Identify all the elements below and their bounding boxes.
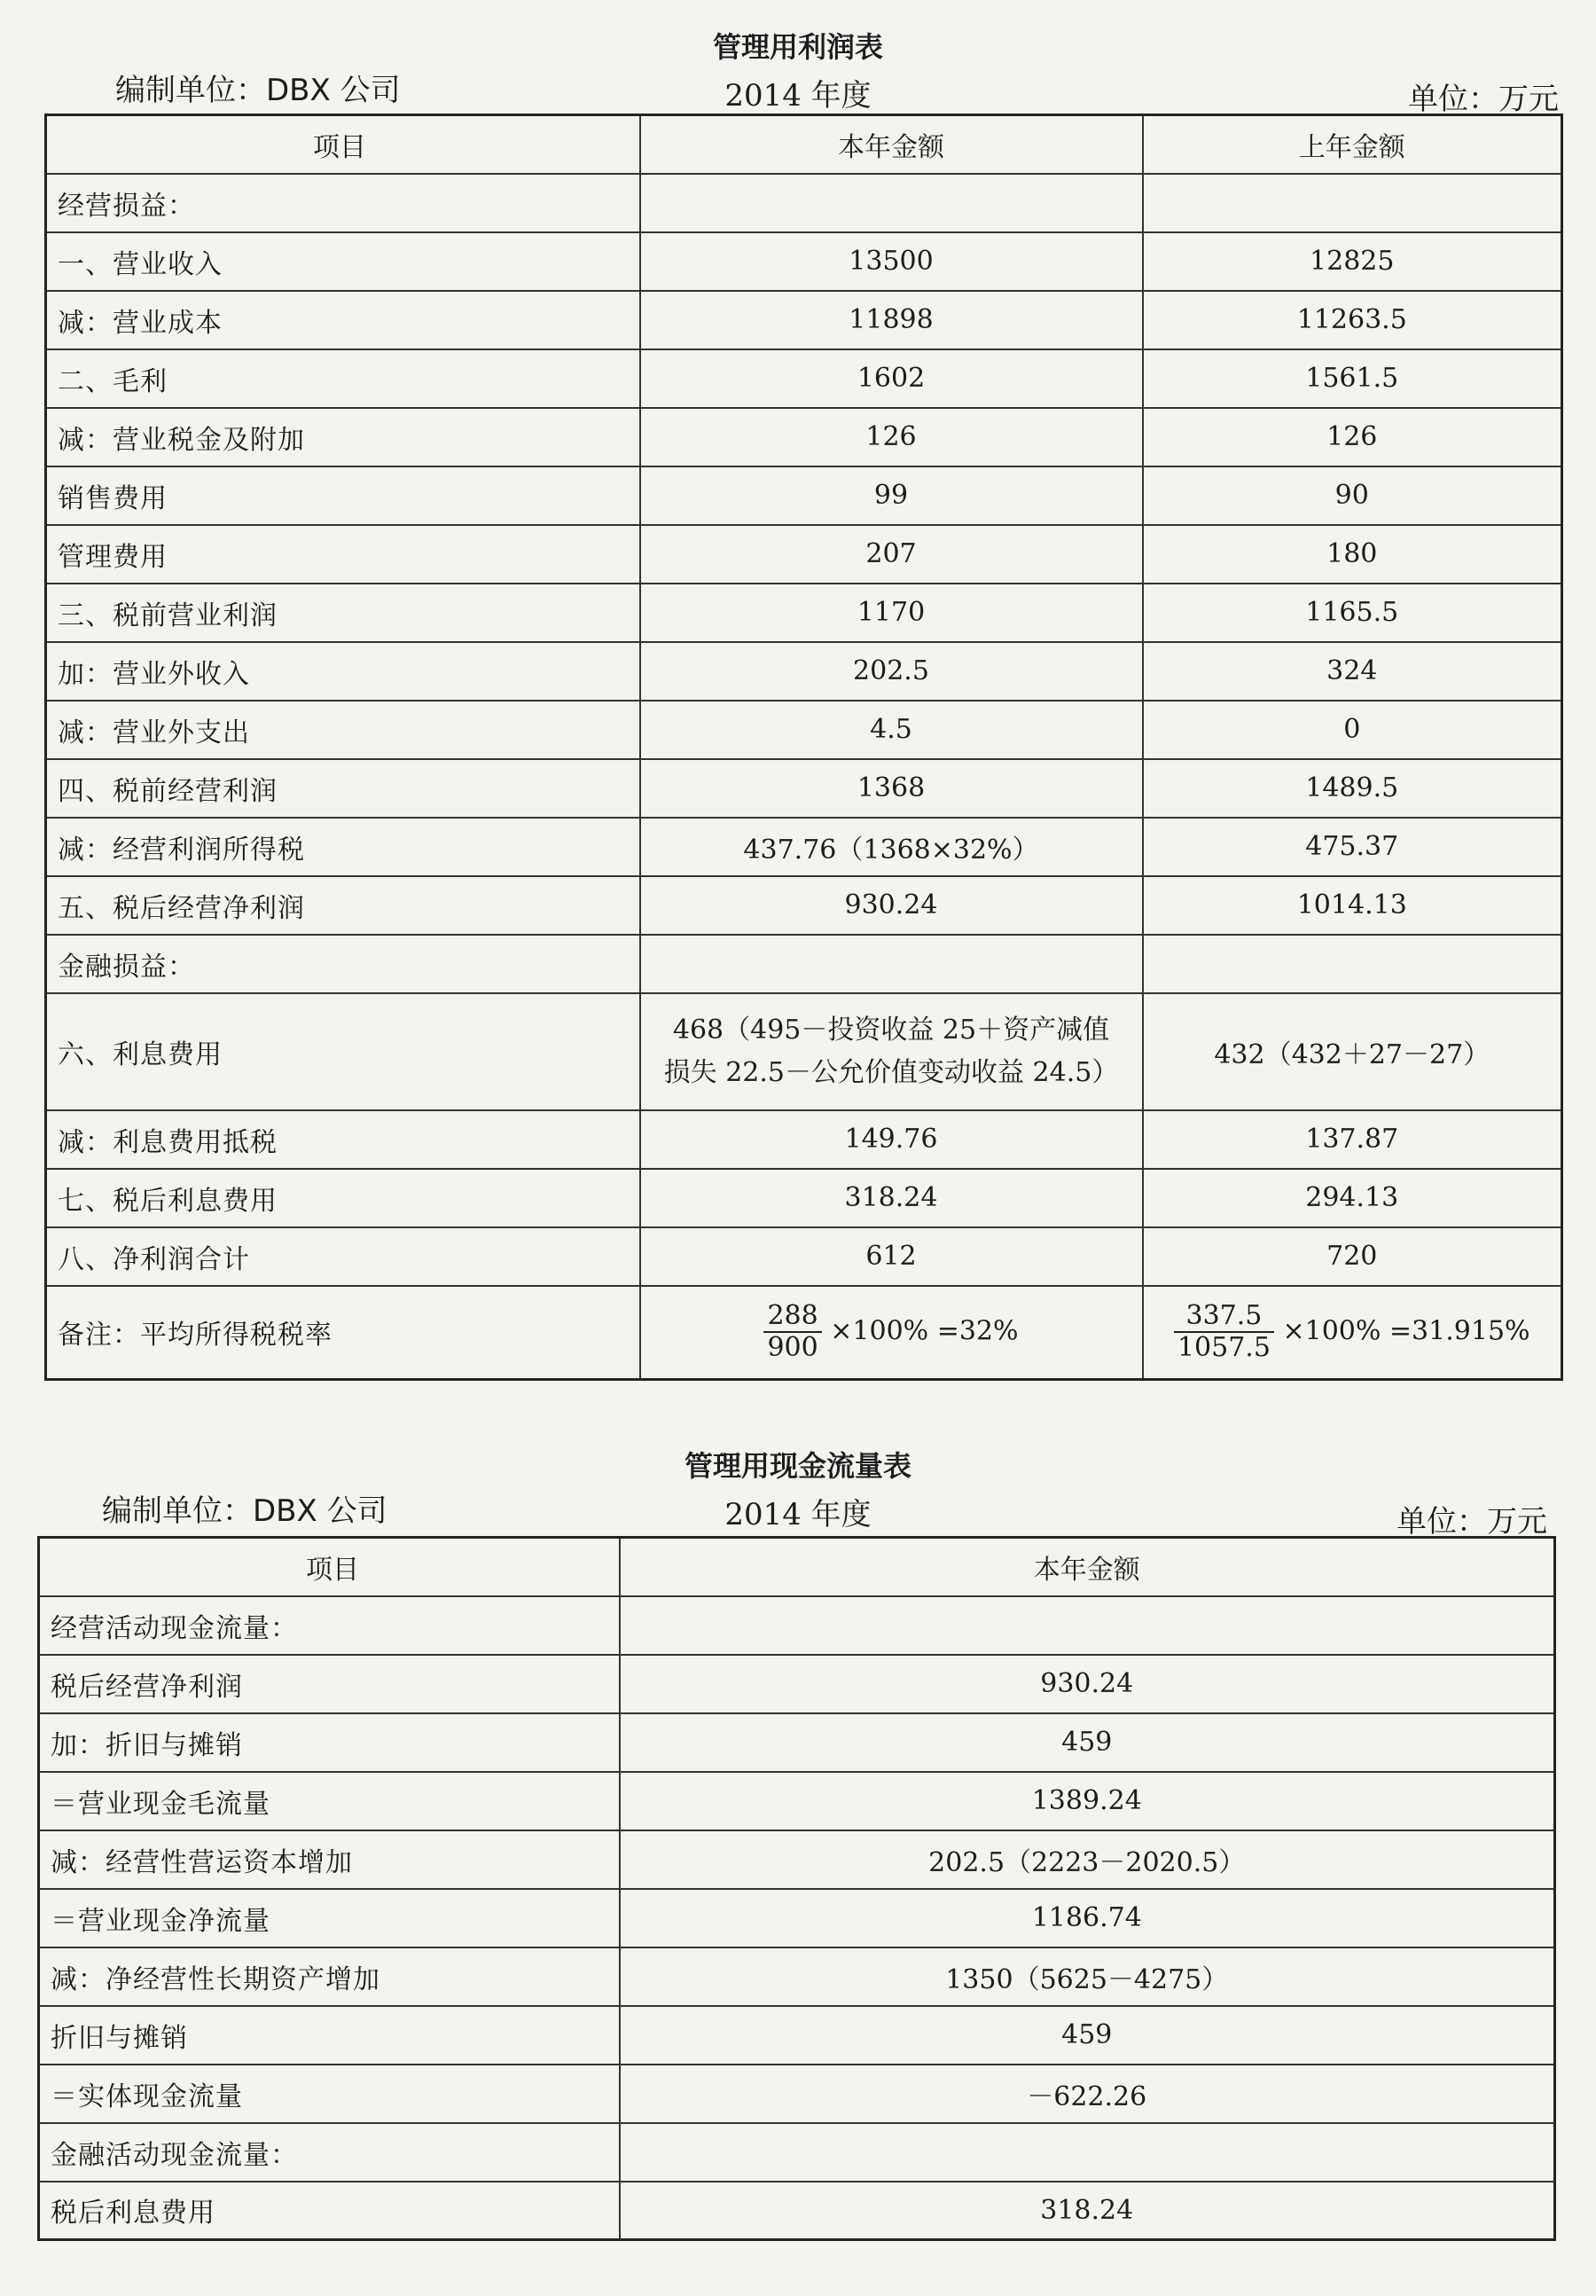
table-row <box>39 1772 1555 1830</box>
table-row <box>46 993 1562 1110</box>
row-label: 备注：平均所得税税率 <box>46 1286 640 1380</box>
current-value <box>640 174 1143 232</box>
current-value: 930.24 <box>640 876 1143 935</box>
current-value <box>620 1596 1555 1655</box>
previous-value <box>1143 174 1562 232</box>
row-label: 金融损益： <box>46 935 640 993</box>
previous-value: 180 <box>1143 525 1562 584</box>
table-row <box>46 584 1562 642</box>
row-label: ＝营业现金毛流量 <box>39 1772 620 1830</box>
current-value <box>640 993 1143 1110</box>
current-value: 437.76（1368×32%） <box>640 818 1143 876</box>
previous-value: 0 <box>1143 701 1562 759</box>
table-row <box>46 935 1562 993</box>
current-value <box>620 2123 1555 2182</box>
tax-rate-fraction <box>763 1301 821 1364</box>
row-label: 减：营业外支出 <box>46 701 640 759</box>
previous-value: 720 <box>1143 1227 1562 1286</box>
row-label: 经营损益： <box>46 174 640 232</box>
table-row <box>39 2182 1555 2240</box>
fraction-denominator: 1057.5 <box>1177 1332 1271 1364</box>
previous-value: 475.37 <box>1143 818 1562 876</box>
income-statement-table <box>44 114 1563 1381</box>
current-value: 11898 <box>640 291 1143 349</box>
table-row <box>46 1169 1562 1227</box>
previous-value: 1014.13 <box>1143 876 1562 935</box>
current-value: 202.5（2223－2020.5） <box>620 1830 1555 1889</box>
income-company: 编制单位：DBX 公司 <box>115 73 401 108</box>
income-year: 2014 年度 <box>724 78 872 114</box>
previous-value: 1489.5 <box>1143 759 1562 818</box>
table-row <box>46 408 1562 466</box>
header-previous-year: 上年金额 <box>1143 115 1562 174</box>
row-label: 一、营业收入 <box>46 232 640 291</box>
current-value: －622.26 <box>620 2065 1555 2123</box>
fraction-numerator: 337.5 <box>1174 1301 1274 1334</box>
previous-value: 432（432＋27－27） <box>1143 993 1562 1110</box>
table-row <box>46 1286 1562 1380</box>
row-label: ＝实体现金流量 <box>39 2065 620 2123</box>
previous-value: 11263.5 <box>1143 291 1562 349</box>
table-row <box>39 1947 1555 2006</box>
row-label: 税后经营净利润 <box>39 1655 620 1713</box>
table-row <box>39 1830 1555 1889</box>
current-value: 1602 <box>640 349 1143 408</box>
cashflow-year: 2014 年度 <box>724 1497 872 1532</box>
row-label: 减：经营性营运资本增加 <box>39 1830 620 1889</box>
table-row <box>46 642 1562 701</box>
row-label: ＝营业现金净流量 <box>39 1889 620 1947</box>
current-value: 1186.74 <box>620 1889 1555 1947</box>
current-value: 318.24 <box>640 1169 1143 1227</box>
row-label: 六、利息费用 <box>46 993 640 1110</box>
current-value: 126 <box>640 408 1143 466</box>
table-row <box>46 1227 1562 1286</box>
table-row <box>46 876 1562 935</box>
table-row <box>46 759 1562 818</box>
current-value: 149.76 <box>640 1110 1143 1169</box>
current-value <box>640 1286 1143 1380</box>
row-label: 八、净利润合计 <box>46 1227 640 1286</box>
table-header-row <box>39 1538 1555 1596</box>
current-value: 202.5 <box>640 642 1143 701</box>
row-label: 七、税后利息费用 <box>46 1169 640 1227</box>
cashflow-company: 编制单位：DBX 公司 <box>102 1493 387 1529</box>
table-row <box>39 2123 1555 2182</box>
header-current-year: 本年金额 <box>640 115 1143 174</box>
current-value: 318.24 <box>620 2182 1555 2240</box>
current-value: 99 <box>640 466 1143 525</box>
previous-value <box>1143 935 1562 993</box>
header-item: 项目 <box>39 1538 620 1596</box>
row-label: 加：折旧与摊销 <box>39 1713 620 1772</box>
current-value: 1350（5625－4275） <box>620 1947 1555 2006</box>
row-label: 加：营业外收入 <box>46 642 640 701</box>
table-row <box>39 2006 1555 2065</box>
previous-value <box>1143 1286 1562 1380</box>
income-title: 管理用利润表 <box>712 30 883 64</box>
row-label: 四、税前经营利润 <box>46 759 640 818</box>
table-header-row <box>46 115 1562 174</box>
row-label: 经营活动现金流量： <box>39 1596 620 1655</box>
row-label: 五、税后经营净利润 <box>46 876 640 935</box>
row-label: 减：利息费用抵税 <box>46 1110 640 1169</box>
fraction-result: ×100% =31.915% <box>1282 1315 1530 1347</box>
current-value: 459 <box>620 1713 1555 1772</box>
current-value <box>640 935 1143 993</box>
current-value: 13500 <box>640 232 1143 291</box>
previous-value: 137.87 <box>1143 1110 1562 1169</box>
table-row <box>46 232 1562 291</box>
current-value-line2: 损失 22.5－公允价值变动收益 24.5） <box>663 1056 1119 1088</box>
row-label: 减：经营利润所得税 <box>46 818 640 876</box>
row-label: 管理费用 <box>46 525 640 584</box>
previous-value: 1165.5 <box>1143 584 1562 642</box>
row-label: 减：营业税金及附加 <box>46 408 640 466</box>
fraction-denominator: 900 <box>767 1332 818 1364</box>
previous-value: 12825 <box>1143 232 1562 291</box>
previous-value: 294.13 <box>1143 1169 1562 1227</box>
tax-rate-fraction <box>1174 1301 1274 1364</box>
row-label: 三、税前营业利润 <box>46 584 640 642</box>
cashflow-unit: 单位：万元 <box>1396 1504 1547 1540</box>
income-unit: 单位：万元 <box>1408 82 1559 117</box>
table-row <box>39 1655 1555 1713</box>
previous-value: 1561.5 <box>1143 349 1562 408</box>
table-row <box>46 818 1562 876</box>
table-row <box>39 1596 1555 1655</box>
row-label: 减：营业成本 <box>46 291 640 349</box>
cashflow-statement-table <box>37 1536 1556 2241</box>
table-row <box>46 701 1562 759</box>
header-item: 项目 <box>46 115 640 174</box>
table-row <box>39 1713 1555 1772</box>
row-label: 金融活动现金流量： <box>39 2123 620 2182</box>
table-row <box>46 174 1562 232</box>
table-row <box>46 525 1562 584</box>
current-value: 930.24 <box>620 1655 1555 1713</box>
row-label: 二、毛利 <box>46 349 640 408</box>
table-row <box>39 1889 1555 1947</box>
current-value: 1389.24 <box>620 1772 1555 1830</box>
previous-value: 90 <box>1143 466 1562 525</box>
current-value: 207 <box>640 525 1143 584</box>
fraction-numerator: 288 <box>763 1301 821 1334</box>
table-row <box>46 466 1562 525</box>
fraction-result: ×100% =32% <box>830 1315 1019 1347</box>
current-value-line1: 468（495－投资收益 25＋资产减值 <box>672 1014 1110 1046</box>
row-label: 折旧与摊销 <box>39 2006 620 2065</box>
table-row <box>39 2065 1555 2123</box>
row-label: 销售费用 <box>46 466 640 525</box>
cashflow-title: 管理用现金流量表 <box>684 1449 911 1483</box>
row-label: 税后利息费用 <box>39 2182 620 2240</box>
header-current-year: 本年金额 <box>620 1538 1555 1596</box>
table-row <box>46 1110 1562 1169</box>
table-row <box>46 349 1562 408</box>
table-row <box>46 291 1562 349</box>
current-value: 612 <box>640 1227 1143 1286</box>
row-label: 减：净经营性长期资产增加 <box>39 1947 620 2006</box>
current-value: 4.5 <box>640 701 1143 759</box>
previous-value: 324 <box>1143 642 1562 701</box>
current-value: 1170 <box>640 584 1143 642</box>
previous-value: 126 <box>1143 408 1562 466</box>
current-value: 1368 <box>640 759 1143 818</box>
current-value: 459 <box>620 2006 1555 2065</box>
